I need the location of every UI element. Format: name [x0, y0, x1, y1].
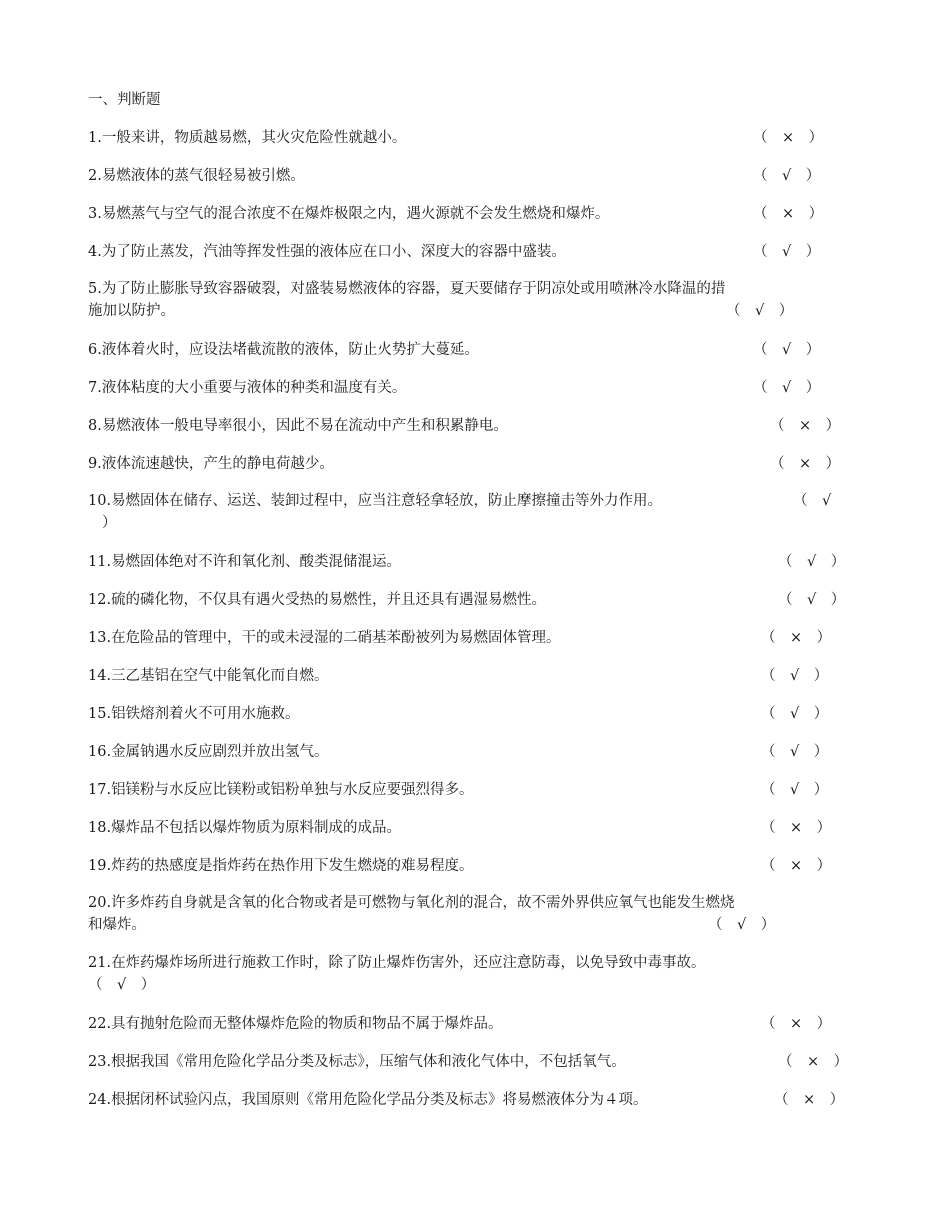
question-text: 三乙基铝在空气中能氧化而自燃。 [111, 668, 329, 684]
answer: （ √ ） [753, 380, 821, 396]
question-17 [88, 778, 868, 816]
question-text: 硫的磷化物，不仅具有遇火受热的易燃性，并且还具有遇湿易燃性。 [111, 592, 547, 608]
question-number: 5. [88, 281, 102, 297]
question-number: 9. [88, 456, 102, 472]
question-number: 21. [88, 955, 112, 971]
question-text: 易燃液体一般电导率很小，因此不易在流动中产生和积累静电。 [101, 418, 508, 434]
question-text: 在危险品的管理中，干的或未浸湿的二硝基苯酚被列为易燃固体管理。 [111, 630, 561, 646]
answer: （ √ ） [761, 668, 829, 684]
question-text: 根据闭杯试验闪点，我国原则《常用危险化学品分类及标志》将易燃液体分为４项。 [111, 1092, 648, 1108]
question-number: 24. [88, 1092, 112, 1108]
question-20 [88, 892, 868, 952]
answer: （ × ） [761, 858, 832, 874]
answer: （ √ ） [761, 706, 829, 722]
answer: （ × ） [761, 630, 832, 646]
question-18 [88, 816, 868, 854]
question-16 [88, 740, 868, 778]
question-2 [88, 164, 868, 202]
question-number: 1. [88, 130, 102, 146]
question-5 [88, 278, 868, 338]
question-23 [88, 1050, 868, 1088]
question-number: 13. [88, 630, 112, 646]
question-text: 根据我国《常用危险化学品分类及标志》，压缩气体和液化气体中，不包括氧气。 [111, 1054, 626, 1070]
question-number: 12. [88, 592, 112, 608]
question-text: 铝铁熔剂着火不可用水施救。 [111, 706, 300, 722]
answer: （ √ ） [753, 244, 821, 260]
question-6 [88, 338, 868, 376]
answer: （ √ ） [761, 782, 829, 798]
question-text: 爆炸品不包括以爆炸物质为原料制成的成品。 [111, 820, 402, 836]
question-3 [88, 202, 868, 240]
question-number: 18. [88, 820, 112, 836]
question-text: 具有抛射危险而无整体爆炸危险的物质和物品不属于爆炸品。 [111, 1016, 503, 1032]
question-1 [88, 126, 868, 164]
question-13 [88, 626, 868, 664]
answer: （ √ ） [753, 342, 821, 358]
question-12 [88, 588, 868, 626]
question-number: 15. [88, 706, 112, 722]
question-number: 19. [88, 858, 112, 874]
document-body [88, 88, 868, 1126]
question-number: 8. [88, 418, 102, 434]
answer: （ × ） [770, 456, 841, 472]
question-text: 易燃蒸气与空气的混合浓度不在爆炸极限之内，遇火源就不会发生燃烧和爆炸。 [101, 206, 610, 222]
answer: （ × ） [761, 1016, 832, 1032]
question-text: 为了防止膨胀导致容器破裂，对盛装易燃液体的容器，夏天要储存于阴凉处或用喷淋冷水降温的措 [101, 281, 726, 297]
question-11 [88, 550, 868, 588]
answer: （ √ ） [88, 977, 156, 993]
question-10 [88, 490, 868, 550]
section-title: 一、判断题 [88, 92, 161, 108]
question-number: 2. [88, 168, 102, 184]
question-9 [88, 452, 868, 490]
question-text: 在炸药爆炸场所进行施救工作时，除了防止爆炸伤害外，还应注意防毒，以免导致中毒事故。 [111, 955, 706, 971]
question-number: 3. [88, 206, 102, 222]
question-19 [88, 854, 868, 892]
question-number: 6. [88, 342, 102, 358]
answer: （ × ） [778, 1054, 849, 1070]
answer: （ × ） [753, 206, 824, 222]
answer: （ √ ） [761, 744, 829, 760]
question-4 [88, 240, 868, 278]
question-22 [88, 1012, 868, 1050]
question-number: 17. [88, 782, 112, 798]
question-number: 4. [88, 244, 102, 260]
answer: （ √ ） [778, 592, 846, 608]
question-7 [88, 376, 868, 414]
question-15 [88, 702, 868, 740]
question-text: 易燃液体的蒸气很轻易被引燃。 [101, 168, 305, 184]
answer: （ × ） [761, 820, 832, 836]
question-text: 为了防止蒸发，汽油等挥发性强的液体应在口小、深度大的容器中盛装。 [101, 244, 566, 260]
question-text-continued: 施加以防护。 [88, 303, 175, 319]
question-number: 11. [88, 554, 112, 570]
question-number: 23. [88, 1054, 112, 1070]
answer: （ √ ） [753, 168, 821, 184]
question-text: 许多炸药自身就是含氧的化合物或者是可燃物与氧化剂的混合，故不需外界供应氧气也能发生燃烧 [111, 895, 735, 911]
question-number: 22. [88, 1016, 112, 1032]
question-number: 16. [88, 744, 112, 760]
answer: （ √ ） [708, 917, 776, 933]
answer: （ × ） [770, 418, 841, 434]
question-text: 易燃固体在储存、运送、装卸过程中，应当注意轻拿轻放，防止摩擦撞击等外力作用。 [111, 493, 663, 509]
question-text-continued: 和爆炸。 [88, 917, 146, 933]
question-text: 炸药的热感度是指炸药在热作用下发生燃烧的难易程度。 [111, 858, 474, 874]
answer: （ × ） [753, 130, 824, 146]
question-text: 液体着火时，应设法堵截流散的液体，防止火势扩大蔓延。 [101, 342, 479, 358]
question-text: 金属钠遇水反应剧烈并放出氢气。 [111, 744, 329, 760]
answer-continued: ） [102, 515, 117, 531]
answer: （ √ ） [726, 303, 794, 319]
answer: （ √ [793, 493, 832, 509]
question-text: 铝镁粉与水反应比镁粉或铝粉单独与水反应要强烈得多。 [111, 782, 474, 798]
question-21 [88, 952, 868, 1012]
question-14 [88, 664, 868, 702]
question-text: 液体流速越快，产生的静电荷越少。 [101, 456, 334, 472]
question-text: 一般来讲，物质越易燃，其火灾危险性就越小。 [101, 130, 407, 146]
question-number: 20. [88, 895, 112, 911]
question-text: 易燃固体绝对不许和氧化剂、酸类混储混运。 [111, 554, 402, 570]
answer: （ × ） [774, 1092, 845, 1108]
question-24 [88, 1088, 868, 1126]
question-8 [88, 414, 868, 452]
question-number: 14. [88, 668, 112, 684]
question-number: 7. [88, 380, 102, 396]
answer: （ √ ） [778, 554, 846, 570]
question-number: 10. [88, 493, 112, 509]
question-text: 液体粘度的大小重要与液体的种类和温度有关。 [101, 380, 407, 396]
